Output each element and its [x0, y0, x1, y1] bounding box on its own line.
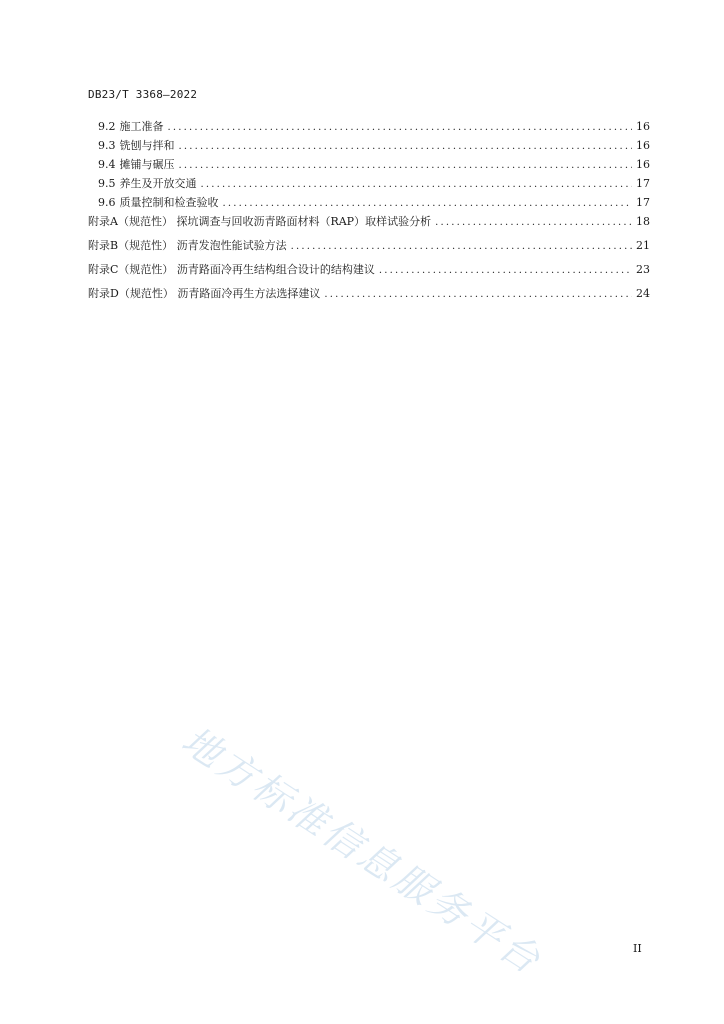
toc-entry-title: 附录D（规范性） 沥青路面冷再生方法选择建议: [88, 287, 321, 300]
toc-entry-appendix-d[interactable]: [88, 287, 650, 311]
toc-entry-number: 9.3: [98, 139, 116, 152]
toc-leader-dots: [201, 178, 633, 192]
toc-entry-title: 质量控制和检查验收: [119, 196, 219, 209]
toc-entry-page: 17: [636, 177, 650, 190]
document-header-id: DB23/T 3368—2022: [88, 88, 198, 101]
toc-leader-dots: [179, 140, 633, 154]
toc-leader-dots: [291, 240, 632, 254]
toc-entry-appendix-c[interactable]: [88, 263, 650, 287]
toc-leader-dots: [168, 121, 633, 135]
toc-entry-page: 24: [636, 287, 650, 300]
toc-entry-9-6[interactable]: [88, 196, 650, 215]
toc-entry-number: 9.5: [98, 177, 116, 190]
toc-entry-page: 16: [636, 158, 650, 171]
toc-entry-page: 23: [636, 263, 650, 276]
toc-entry-page: 21: [636, 239, 650, 252]
toc-entry-page: 16: [636, 120, 650, 133]
toc-entry-appendix-b[interactable]: [88, 239, 650, 263]
toc-entry-number: 9.4: [98, 158, 116, 171]
toc-entry-title: 附录B（规范性） 沥青发泡性能试验方法: [88, 239, 287, 252]
toc-entry-title: 施工准备: [119, 120, 164, 133]
toc-entry-title: 摊铺与碾压: [119, 158, 175, 171]
toc-leader-dots: [379, 264, 632, 278]
toc-entry-title: 附录A（规范性） 探坑调查与回收沥青路面材料（RAP）取样试验分析: [88, 215, 432, 228]
toc-entry-9-5[interactable]: [88, 177, 650, 196]
toc-entry-title: 附录C（规范性） 沥青路面冷再生结构组合设计的结构建议: [88, 263, 375, 276]
toc-leader-dots: [324, 288, 632, 302]
toc-leader-dots: [223, 197, 633, 211]
toc-entry-9-2[interactable]: [88, 120, 650, 139]
toc-leader-dots: [179, 159, 633, 173]
toc-entry-page: 16: [636, 139, 650, 152]
page-number: II: [633, 942, 642, 955]
watermark-text: 地方标准信息服务平台: [174, 717, 551, 984]
toc-entry-page: 17: [636, 196, 650, 209]
table-of-contents: [88, 120, 650, 311]
toc-entry-number: 9.2: [98, 120, 116, 133]
toc-entry-9-3[interactable]: [88, 139, 650, 158]
toc-entry-page: 18: [636, 215, 650, 228]
toc-entry-title: 养生及开放交通: [119, 177, 197, 190]
toc-entry-appendix-a[interactable]: [88, 215, 650, 239]
toc-entry-9-4[interactable]: [88, 158, 650, 177]
toc-entry-number: 9.6: [98, 196, 116, 209]
toc-entry-title: 铣刨与拌和: [119, 139, 175, 152]
toc-leader-dots: [435, 216, 632, 230]
